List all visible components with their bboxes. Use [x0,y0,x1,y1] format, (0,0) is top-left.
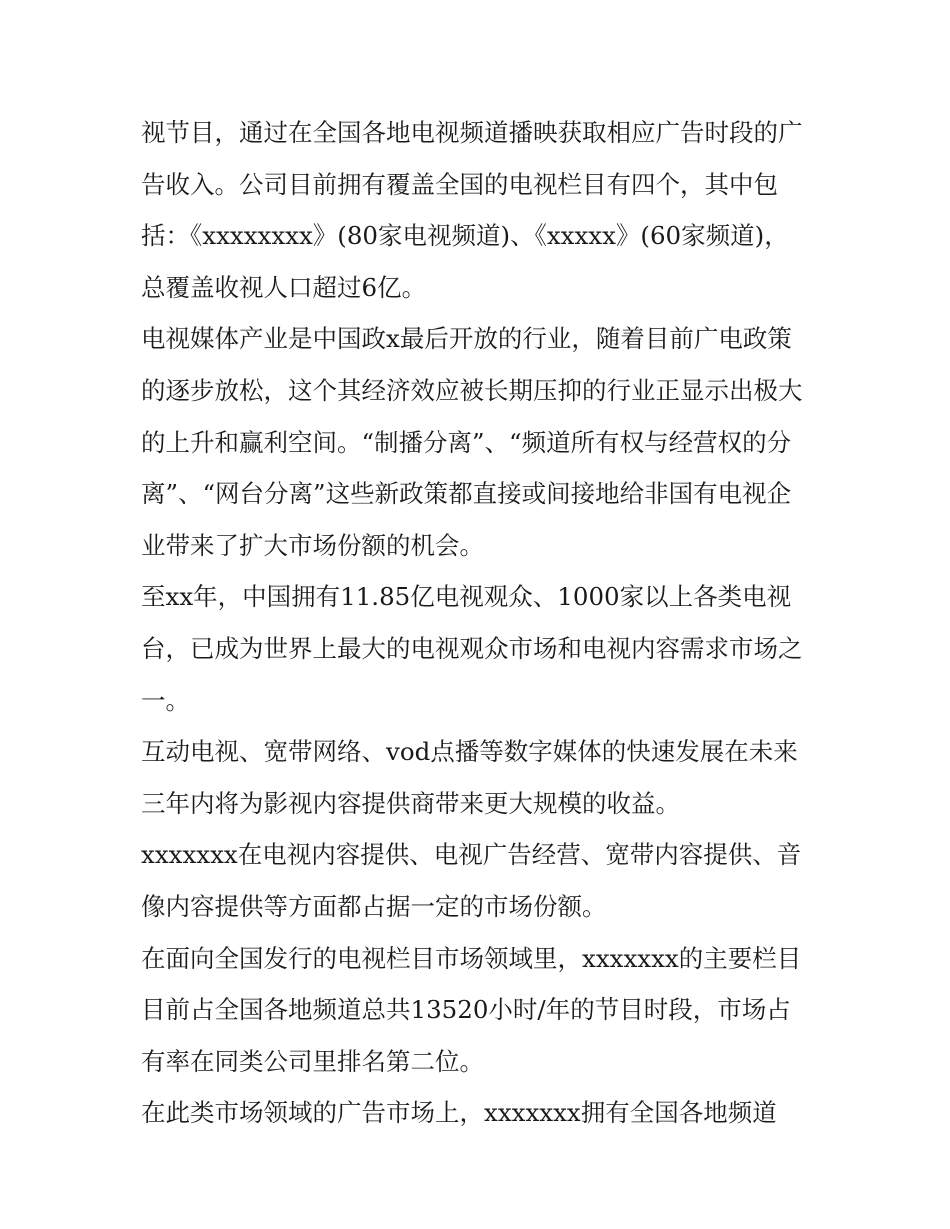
text-line: 在此类市场领域的广告市场上，xxxxxxx拥有全国各地频道 [141,1098,777,1128]
text-line: 离”、“网台分离”这些新政策都直接或间接地给非国有电视企 [141,479,792,509]
text-line: 像内容提供等方面都占据一定的市场份额。 [141,891,607,921]
text-line: 总覆盖收视人口超过6亿。 [141,272,427,302]
text-line: 告收入。公司目前拥有覆盖全国的电视栏目有四个，其中包 [141,169,778,199]
text-line: 互动电视、宽带网络、vod点播等数字媒体的快速发展在未来 [141,737,798,767]
text-line: 有率在同类公司里排名第二位。 [141,1046,484,1076]
text-line: 在面向全国发行的电视栏目市场领域里，xxxxxxx的主要栏目 [141,943,802,973]
text-line: xxxxxxx在电视内容提供、电视广告经营、宽带内容提供、音 [141,840,802,870]
text-line: 至xx年，中国拥有11.85亿电视观众、1000家以上各类电视 [141,582,792,612]
text-line: 的上升和赢利空间。“制播分离”、“频道所有权与经营权的分 [141,427,792,457]
text-line: 一。 [141,685,190,715]
text-line: 三年内将为影视内容提供商带来更大规模的收益。 [141,788,680,818]
text-line: 括：《xxxxxxxx》(80家电视频道)、《xxxxx》(60家频道)， [141,221,789,251]
text-line: 的逐步放松，这个其经济效应被长期压抑的行业正显示出极大 [141,375,803,405]
text-line: 目前占全国各地频道总共13520小时/年的节目时段，市场占 [141,995,791,1025]
text-line: 电视媒体产业是中国政x最后开放的行业，随着目前广电政策 [141,324,792,354]
text-line: 业带来了扩大市场份额的机会。 [141,530,484,560]
text-line: 台，已成为世界上最大的电视观众市场和电视内容需求市场之 [141,633,803,663]
text-line: 视节目，通过在全国各地电视频道播映获取相应广告时段的广 [141,118,803,147]
body-text [141,107,831,1139]
